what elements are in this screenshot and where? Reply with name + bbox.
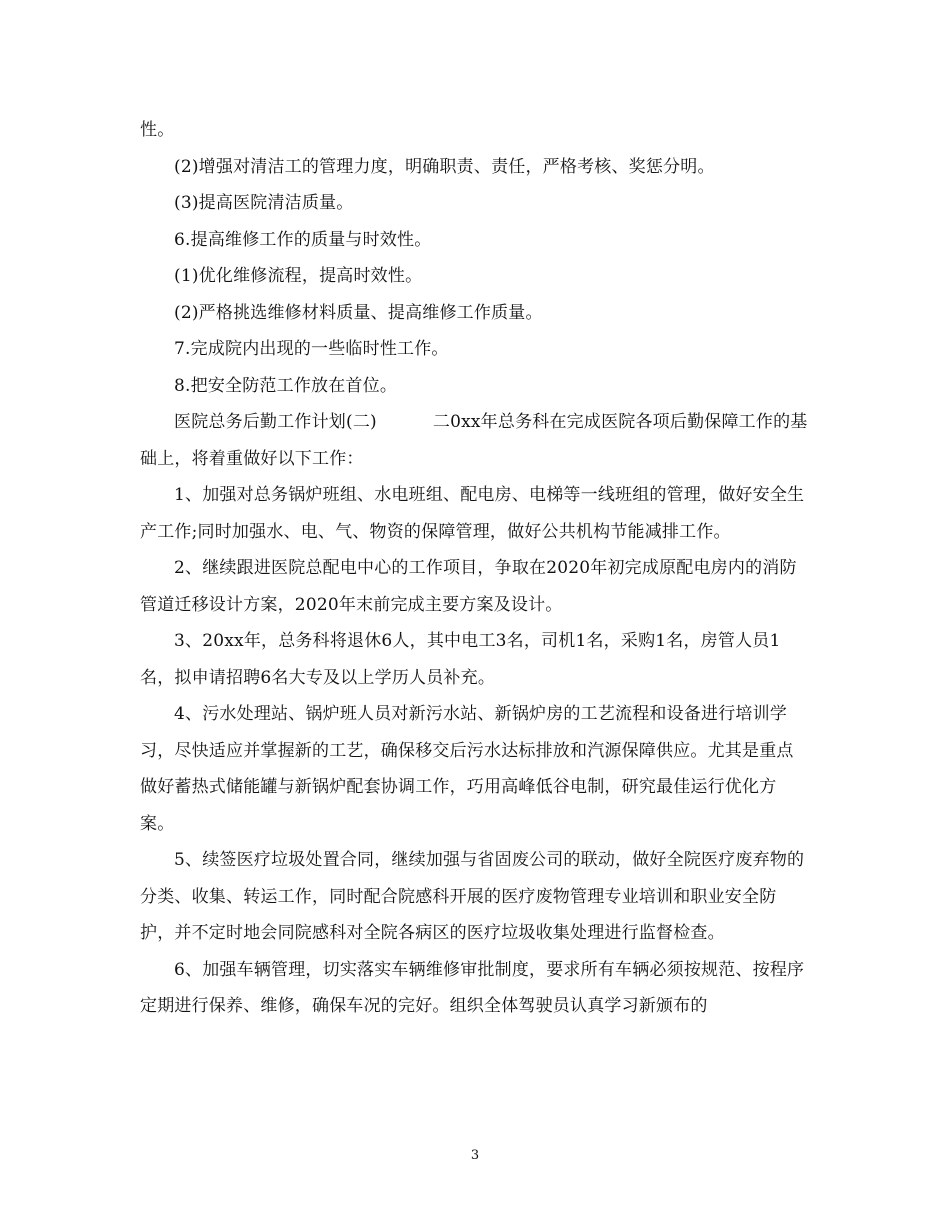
page-number: 3 bbox=[470, 1148, 480, 1163]
section-heading-paragraph bbox=[140, 404, 810, 477]
list-item: (2)增强对清洁工的管理力度，明确职责、责任，严格考核、奖惩分明。 bbox=[174, 156, 715, 177]
paragraph: 3、20xx年，总务科将退休6人，其中电工3名，司机1名，采购1名，房管人员1名，拟申请招聘6名大专及以上学历人员补充。 bbox=[140, 631, 781, 688]
paragraph: 1、加强对总务锅炉班组、水电班组、配电房、电梯等一线班组的管理，做好安全生产工作;同时加强水、电、气、物资的保障管理，做好公共机构节能减排工作。 bbox=[140, 485, 805, 542]
paragraph: 6、加强车辆管理，切实落实车辆维修审批制度，要求所有车辆必须按规范、按程序定期进行保养、维修，确保车况的完好。组织全体驾驶员认真学习新颁布的 bbox=[140, 959, 805, 1016]
list-item: 6.提高维修工作的质量与时效性。 bbox=[174, 229, 432, 250]
list-item: (3)提高医院清洁质量。 bbox=[174, 193, 354, 213]
list-item: 8.把安全防范工作放在首位。 bbox=[174, 375, 398, 396]
continued-line: 性。 bbox=[140, 120, 175, 140]
paragraph: 5、续签医疗垃圾处置合同，继续加强与省固废公司的联动，做好全院医疗废弃物的分类、收集、转运工作，同时配合院感科开展的医疗废物管理专业培训和职业安全防护，并不定时地会同院感科对全院各病区的医疗垃圾收集处理进行监督检查。 bbox=[140, 850, 805, 943]
list-item: 7.完成院内出现的一些临时性工作。 bbox=[174, 339, 449, 359]
paragraph: 4、污水处理站、锅炉班人员对新污水站、新锅炉房的工艺流程和设备进行培训学习，尽快适应并掌握新的工艺，确保移交后污水达标排放和汽源保障供应。尤其是重点做好蓄热式储能罐与新锅炉配套协调工作，巧用高峰低谷电制，研究最佳运行优化方案。 bbox=[140, 704, 794, 834]
section-title: 医院总务后勤工作计划(二) bbox=[174, 412, 377, 432]
paragraph: 2、继续跟进医院总配电中心的工作项目，争取在2020年初完成原配电房内的消防管道迁移设计方案，2020年末前完成主要方案及设计。 bbox=[140, 558, 797, 615]
section-intro: 二0xx年总务科在完成医院各项后勤保障工作的基础上，将着重做好以下工作： bbox=[140, 412, 808, 469]
list-item: (1)优化维修流程，提高时效性。 bbox=[174, 266, 423, 286]
list-item: (2)严格挑选维修材料质量、提高维修工作质量。 bbox=[174, 302, 543, 323]
document-body bbox=[140, 112, 810, 1025]
